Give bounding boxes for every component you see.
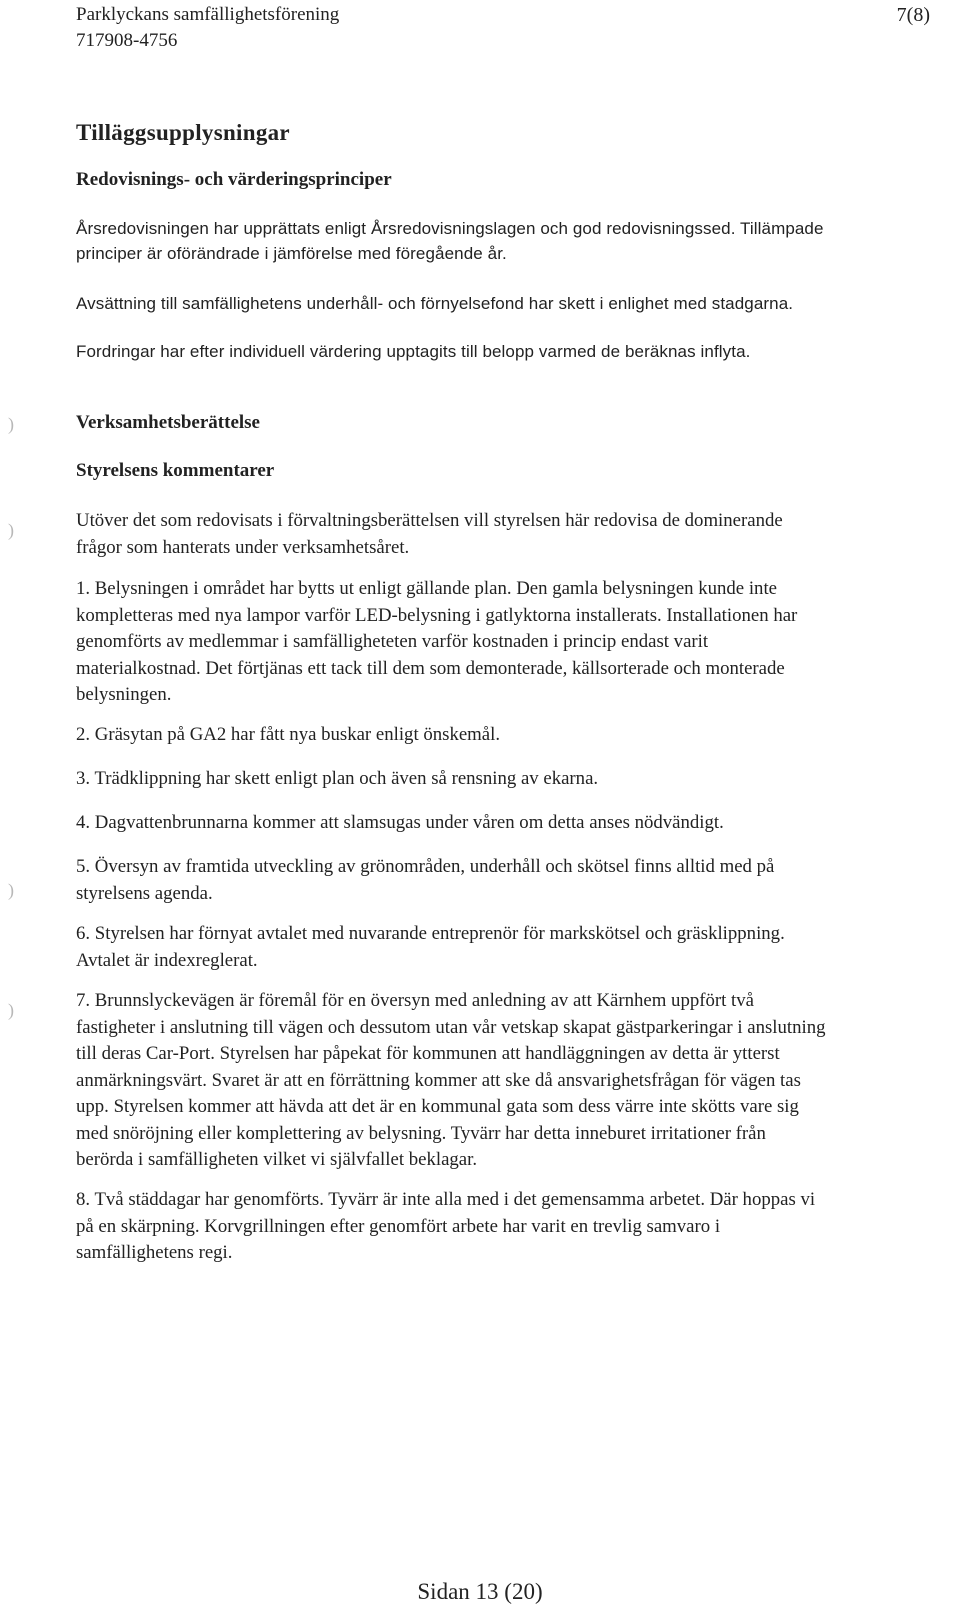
- list-item-7: [76, 988, 948, 1174]
- text-line: samfällighetens regi.: [76, 1242, 233, 1263]
- section-title-verksamhetsberattelse: Verksamhetsberättelse: [76, 412, 260, 433]
- text-line: 8. Två städdagar har genomförts. Tyvärr är inte alla med i det gemensamma arbetet. Där hoppas vi: [76, 1189, 816, 1210]
- text-line: berörda i samfälligheten vilket vi självfallet beklagar.: [76, 1149, 478, 1170]
- subsection-title-styrelsens-kommentarer: Styrelsens kommentarer: [76, 460, 275, 481]
- scan-mark: ): [8, 520, 14, 540]
- text-line: med snöröjning eller komplettering av belysning. Tyvärr har detta inneburet irritationer från: [76, 1122, 766, 1144]
- list-item-5: [76, 854, 948, 907]
- text-line: 7. Brunnslyckevägen är föremål för en översyn med anledning av att Kärnhem uppfört två: [76, 990, 754, 1011]
- paragraph-principer-1: [76, 216, 948, 266]
- list-item-6: [76, 921, 948, 974]
- scan-mark: ): [8, 1000, 14, 1020]
- list-item-1: [76, 576, 948, 709]
- text-line: anmärkningsvärt. Svaret är att en förrättning kommer att ske då ansvarighetsfrågan för vägen tas: [76, 1069, 801, 1091]
- text-line: materialkostnad. Det förtjänas ett tack till dem som demonterade, källsorterade och monterade: [76, 657, 785, 679]
- text-line: belysningen.: [76, 684, 172, 705]
- text-line: Avtalet är indexreglerat.: [76, 949, 258, 971]
- subsection-title-principer: Redovisnings- och värderingsprinciper: [76, 169, 392, 190]
- text-line: på en skärpning. Korvgrillningen efter genomfört arbete har varit en trevlig samvaro i: [76, 1215, 721, 1237]
- text-line: till deras Car-Port. Styrelsen har påpekat för kommunen att handläggningen av detta är ytterst: [76, 1043, 780, 1064]
- text-line: 5. Översyn av framtida utveckling av grönområden, underhåll och skötsel finns alltid med på: [76, 856, 775, 877]
- section-title-tillaggsupplysningar: Tilläggsupplysningar: [76, 120, 290, 145]
- text-line: Årsredovisningen har upprättats enligt Årsredovisningslagen och god redovisningssed. Tillämpade: [76, 219, 824, 238]
- text-line: Avsättning till samfällighetens underhåll- och förnyelsefond har skett i enlighet med stadgarna.: [76, 294, 794, 313]
- text-line: principer är oförändrade i jämförelse med föregående år.: [76, 244, 507, 263]
- text-line: 4. Dagvattenbrunnarna kommer att slamsugas under våren om detta anses nödvändigt.: [76, 812, 724, 833]
- text-line: genomförts av medlemmar i samfälligheteten varför kostnaden i princip endast varit: [76, 631, 709, 652]
- page-number: 7(8): [896, 4, 930, 26]
- text-line: styrelsens agenda.: [76, 882, 213, 904]
- list-item-3: [76, 766, 948, 793]
- page-footer-label: Sidan 13 (20): [417, 1579, 543, 1604]
- scan-mark: ): [8, 414, 14, 434]
- text-line: 2. Gräsytan på GA2 har fått nya buskar enligt önskemål.: [76, 724, 501, 745]
- paragraph-principer-3: [76, 339, 948, 366]
- scan-mark: ): [8, 880, 14, 900]
- list-item-8: [76, 1187, 948, 1267]
- text-line: Utöver det som redovisats i förvaltningsberättelsen vill styrelsen här redovisa de dominerande: [76, 510, 783, 531]
- paragraph-intro: [76, 508, 948, 561]
- text-line: fastigheter i anslutning till vägen och dessutom utan vår vetskap skapat gästparkeringar i anslutning: [76, 1016, 826, 1038]
- organization-name: Parklyckans samfällighetsförening: [76, 4, 340, 25]
- organization-number: 717908-4756: [76, 30, 178, 51]
- text-line: 3. Trädklippning har skett enligt plan och även så rensning av ekarna.: [76, 768, 599, 789]
- list-item-4: [76, 810, 948, 837]
- list-item-2: [76, 722, 948, 749]
- paragraph-principer-2: [76, 291, 948, 318]
- text-line: 6. Styrelsen har förnyat avtalet med nuvarande entreprenör för markskötsel och gräsklippning.: [76, 923, 785, 944]
- text-line: frågor som hanterats under verksamhetsåret.: [76, 536, 410, 558]
- text-line: 1. Belysningen i området har bytts ut enligt gällande plan. Den gamla belysningen kunde inte: [76, 578, 778, 599]
- document-header: [76, 2, 339, 54]
- text-line: Fordringar har efter individuell värdering upptagits till belopp varmed de beräknas inflyta.: [76, 342, 751, 361]
- text-line: upp. Styrelsen kommer att hävda att det är en kommunal gata som dess värre inte skötts vare sig: [76, 1096, 799, 1117]
- text-line: kompletteras med nya lampor varför LED-belysning i gatlyktorna installerats. Installationen har: [76, 604, 798, 626]
